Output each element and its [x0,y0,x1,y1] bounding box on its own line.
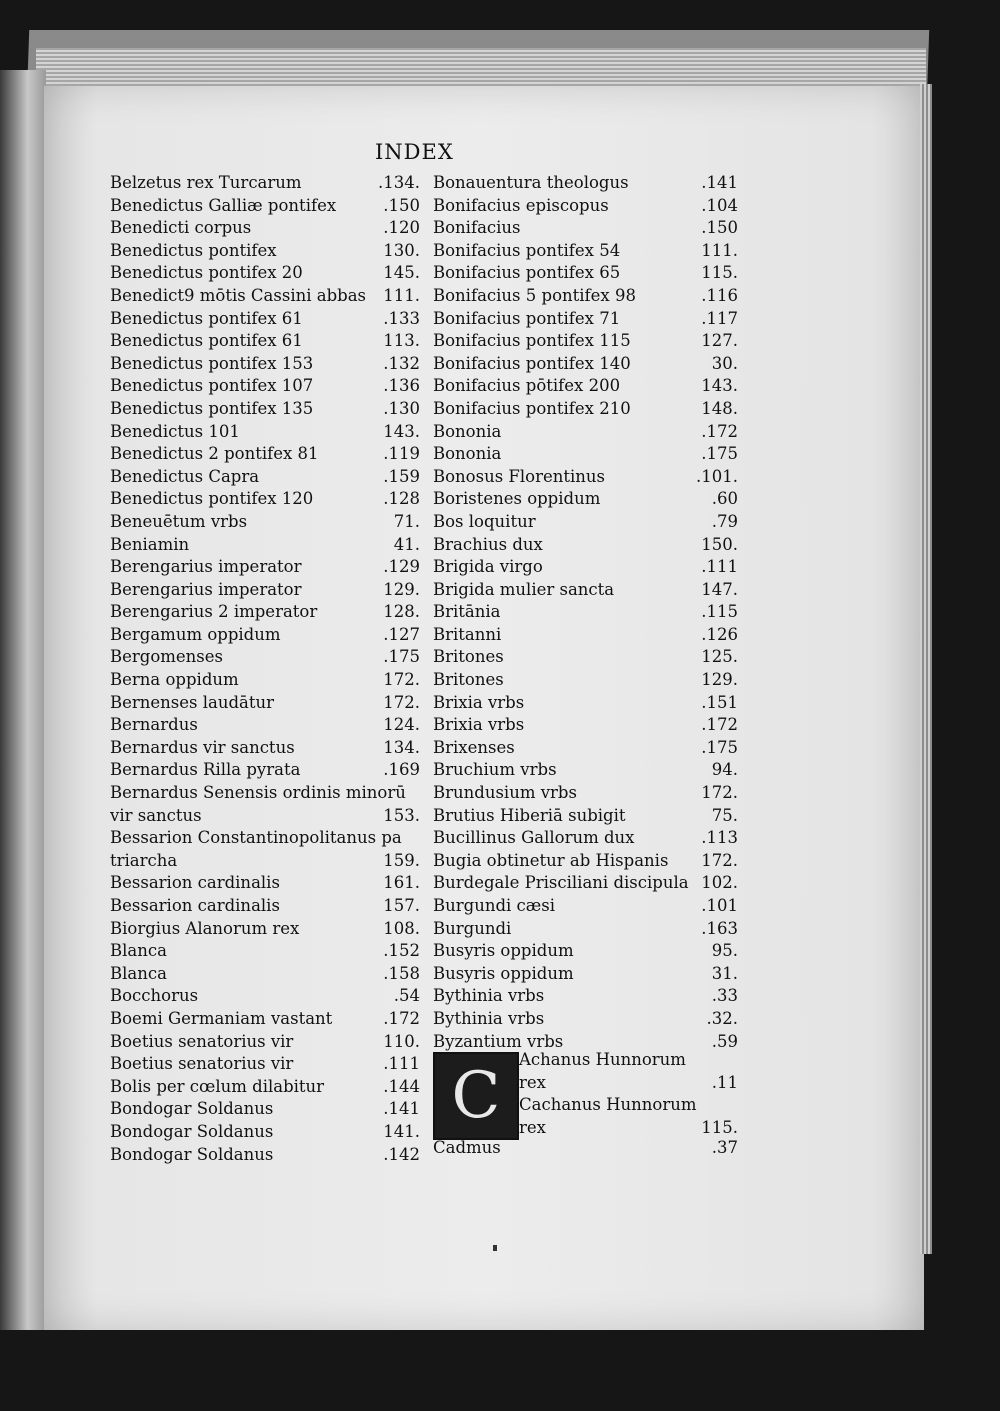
entry-page-number: .150 [701,218,738,238]
entry-name: Benedictus pontifex 20 [110,263,303,283]
index-entry [110,1099,420,1122]
index-entry [110,670,420,693]
entry-page-number: .172 [383,1008,420,1028]
entry-name: Boemi Germaniam vastant [110,1008,333,1028]
entry-page-number: .79 [711,511,738,531]
entry-page-number: .144 [383,1076,420,1096]
entry-page-number: .158 [383,963,420,983]
index-entry [110,467,420,490]
entry-page-number: .132 [383,353,420,373]
entry-page-number: .129 [383,557,420,577]
entry-page-number: .151 [701,692,738,712]
index-entry [110,715,420,738]
entry-name: Bonifacius pontifex 65 [433,263,621,283]
index-entry [433,444,738,467]
after-initial-entries [433,1138,738,1161]
entry-name: Burgundi [433,918,512,938]
initial-entries [519,1050,738,1140]
entry-name: Bugia obtinetur ab Hispanis [433,850,669,870]
right-index-column [433,173,738,1054]
entry-name: Bessarion Constantinopolitanus pa [110,828,402,848]
entry-name: Belzetus rex Turcarum [110,173,302,192]
index-entry [110,512,420,535]
entry-name: Bonifacius pōtifex 200 [433,376,621,396]
index-entry [110,693,420,716]
entry-name: Bononia [433,421,502,441]
index-entry [433,806,738,829]
entry-page-number: .175 [701,444,738,464]
entry-name: Britones [433,670,504,690]
entry-page-number: .116 [701,285,738,305]
entry-page-number: 130. [383,240,420,260]
entry-page-number: .130 [383,398,420,418]
entry-name: Bernenses laudātur [110,692,275,712]
entry-page-number: 111. [701,240,738,260]
entry-name: Bergamum oppidum [110,624,281,644]
entry-page-number: .101 [701,896,738,915]
entry-page-number: .172 [701,421,738,441]
entry-page-number: 134. [383,737,420,757]
entry-page-number: 41. [393,534,420,554]
signature-mark [493,1245,497,1251]
entry-name: Bythinia vrbs [433,986,545,1006]
entry-name: Busyris oppidum [433,941,574,961]
index-entry [110,580,420,603]
index-entry [110,422,420,445]
entry-name: Bythinia vrbs [433,1008,545,1028]
index-entry [110,241,420,264]
entry-name: Bonifacius [433,218,521,238]
entry-name: Benedictus Capra [110,466,260,486]
index-entry [110,760,420,783]
entry-name: rex [519,1117,546,1137]
index-entry [433,851,738,874]
index-entry [433,241,738,264]
index-entry [110,738,420,761]
index-entry [110,444,420,467]
index-entry [110,354,420,377]
entry-name: Bonifacius pontifex 210 [433,398,631,418]
entry-name: Brixia vrbs [433,715,525,735]
entry-page-number: 148. [701,398,738,418]
decorated-initial-letter: C [451,1059,501,1133]
index-entry [433,783,738,806]
entry-name: Bernardus [110,715,198,735]
entry-page-number: .111 [383,1054,420,1074]
entry-name: Benedictus Galliæ pontifex [110,195,337,215]
index-entry [110,986,420,1009]
index-entry [433,896,738,919]
entry-page-number: .33 [711,986,738,1006]
index-entry [110,286,420,309]
index-entry [110,309,420,332]
entry-name: Benedictus pontifex 153 [110,353,314,373]
index-entry [110,783,420,806]
index-entry [433,218,738,241]
left-page-edge [0,70,46,1330]
index-entry [110,1145,420,1168]
entry-page-number: 141. [383,1121,420,1141]
index-entry [433,557,738,580]
index-entry [433,964,738,987]
entry-page-number: .150 [383,195,420,215]
index-entry [110,964,420,987]
entry-page-number: 30. [711,353,738,373]
entry-page-number: 108. [383,918,420,938]
entry-name: Cadmus [433,1138,501,1157]
index-entry [110,331,420,354]
entry-name: Benedictus pontifex 120 [110,489,314,509]
entry-name: Boetius senatorius vir [110,1031,294,1051]
index-entry [519,1073,738,1096]
entry-page-number: .175 [383,647,420,667]
entry-name: Britanni [433,624,502,644]
entry-page-number: .175 [701,737,738,757]
index-entry [110,1077,420,1100]
entry-name: Bernardus Senensis ordinis minorū [110,783,406,803]
index-entry [433,647,738,670]
entry-page-number: 128. [383,602,420,622]
index-entry [110,557,420,580]
entry-name: Benedictus pontifex 61 [110,308,303,328]
entry-page-number: 125. [701,647,738,667]
entry-name: Bruchium vrbs [433,760,557,780]
entry-page-number: 110. [383,1031,420,1051]
index-entry [433,173,738,196]
index-entry [110,873,420,896]
index-entry [433,1009,738,1032]
entry-page-number: 172. [383,692,420,712]
entry-name: Bonifacius pontifex 71 [433,308,621,328]
entry-name: Benedictus pontifex 107 [110,376,314,396]
index-entry [433,376,738,399]
entry-name: Brundusium vrbs [433,783,577,803]
index-entry [110,173,420,196]
entry-page-number: .59 [711,1031,738,1051]
entry-page-number: .117 [701,308,738,328]
entry-name: Bondogar Soldanus [110,1121,274,1141]
index-entry [433,512,738,535]
entry-name: Brigida virgo [433,557,543,577]
entry-page-number: .119 [383,444,420,464]
entry-name: Benedicti corpus [110,218,252,238]
entry-page-number: 71. [393,511,420,531]
entry-page-number: .141 [701,173,738,192]
entry-name: Bondogar Soldanus [110,1099,274,1119]
index-entry [110,218,420,241]
index-entry [433,422,738,445]
index-entry [110,625,420,648]
index-entry [433,760,738,783]
entry-name: Boristenes oppidum [433,489,601,509]
entry-page-number: 129. [701,670,738,690]
entry-name: Bononia [433,444,502,464]
entry-name: Brixia vrbs [433,692,525,712]
index-entry [433,873,738,896]
entry-name: Bonifacius pontifex 140 [433,353,631,373]
index-entry [519,1050,738,1073]
entry-page-number: 153. [383,805,420,825]
entry-name: Achanus Hunnorum [519,1050,686,1069]
entry-name: Bonifacius episcopus [433,195,609,215]
entry-page-number: .142 [383,1144,420,1164]
index-entry [519,1118,738,1141]
entry-name: Berengarius imperator [110,557,302,577]
entry-page-number: .11 [711,1072,738,1092]
entry-name: Britones [433,647,504,667]
entry-page-number: 102. [701,873,738,893]
entry-page-number: .111 [701,557,738,577]
index-entry [433,986,738,1009]
entry-page-number: .163 [701,918,738,938]
entry-page-number: .159 [383,466,420,486]
entry-page-number: .136 [383,376,420,396]
entry-name: Bonosus Florentinus [433,466,605,486]
index-entry [433,580,738,603]
entry-page-number: 31. [711,963,738,983]
entry-name: Bonifacius pontifex 54 [433,240,621,260]
entry-name: Brixenses [433,737,515,757]
entry-name: rex [519,1072,546,1092]
entry-name: Benedictus 2 pontifex 81 [110,444,319,464]
entry-page-number: 157. [383,896,420,915]
index-entry [433,286,738,309]
entry-page-number: .113 [701,828,738,848]
decorated-initial [433,1052,519,1140]
entry-page-number: 172. [701,850,738,870]
entry-page-number: .134. [378,173,420,192]
entry-name: Bondogar Soldanus [110,1144,274,1164]
index-entry [110,896,420,919]
entry-name: Bernardus Rilla pyrata [110,760,301,780]
entry-name: Burdegale Prisciliani discipula [433,873,689,893]
index-entry [433,693,738,716]
index-entry [110,399,420,422]
index-entry [110,263,420,286]
entry-name: Bonifacius 5 pontifex 98 [433,285,636,305]
entry-name: Bocchorus [110,986,199,1006]
index-entry [433,467,738,490]
entry-page-number: 143. [701,376,738,396]
index-entry [110,647,420,670]
entry-name: Burgundi cæsi [433,896,556,915]
index-entry [433,489,738,512]
entry-page-number: .115 [701,602,738,622]
entry-page-number: 161. [383,873,420,893]
entry-page-number: .127 [383,624,420,644]
index-entry [433,535,738,558]
index-entry [110,1032,420,1055]
entry-page-number: .141 [383,1099,420,1119]
entry-page-number: .54 [393,986,420,1006]
entry-page-number: 115. [701,263,738,283]
entry-name: Bergomenses [110,647,224,667]
entry-page-number: .37 [711,1138,738,1157]
page-title: INDEX [375,140,454,164]
entry-page-number: 172. [383,670,420,690]
entry-name: Bonifacius pontifex 115 [433,331,631,351]
entry-page-number: 113. [383,331,420,351]
entry-page-number: 150. [701,534,738,554]
entry-page-number: .152 [383,941,420,961]
entry-page-number: 124. [383,715,420,735]
entry-page-number: 75. [711,805,738,825]
entry-name: Bucillinus Gallorum dux [433,828,635,848]
index-entry [110,941,420,964]
entry-name: Berengarius 2 imperator [110,602,318,622]
entry-name: Benedictus pontifex [110,240,277,260]
entry-name: Byzantium vrbs [433,1031,564,1051]
entry-page-number: 111. [383,285,420,305]
index-entry [433,941,738,964]
index-entry [433,919,738,942]
right-page-edges [920,84,932,1254]
entry-page-number: 145. [383,263,420,283]
entry-page-number: 115. [701,1117,738,1137]
index-entry [110,196,420,219]
entry-name: Bos loquitur [433,511,536,531]
index-entry [110,806,420,829]
index-entry [433,1138,738,1161]
index-entry [110,919,420,942]
entry-page-number: .101. [696,466,738,486]
index-entry [110,851,420,874]
entry-name: Berna oppidum [110,670,239,690]
entry-page-number: .104 [701,195,738,215]
entry-page-number: .172 [701,715,738,735]
index-entry [433,331,738,354]
entry-page-number: .60 [711,489,738,509]
entry-page-number: 95. [711,941,738,961]
entry-name: Benedictus pontifex 135 [110,398,314,418]
entry-name: Bessarion cardinalis [110,873,280,893]
index-entry [110,535,420,558]
entry-name: Bernardus vir sanctus [110,737,295,757]
entry-page-number: .169 [383,760,420,780]
entry-page-number: .133 [383,308,420,328]
entry-page-number: 159. [383,850,420,870]
entry-name: Busyris oppidum [433,963,574,983]
entry-page-number: 127. [701,331,738,351]
entry-name: Bolis per cœlum dilabitur [110,1076,325,1096]
index-entry [110,1009,420,1032]
entry-name: Brutius Hiberiā subigit [433,805,626,825]
entry-name: Boetius senatorius vir [110,1054,294,1074]
entry-name: Blanca [110,963,167,983]
entry-name: Benedictus pontifex 61 [110,331,303,351]
entry-page-number: .120 [383,218,420,238]
index-entry [433,670,738,693]
entry-page-number: 94. [711,760,738,780]
entry-name: Brachius dux [433,534,543,554]
entry-page-number: 172. [701,783,738,803]
entry-name: Beneuētum vrbs [110,511,248,531]
entry-page-number: .128 [383,489,420,509]
index-entry [110,1122,420,1145]
entry-page-number: .32. [706,1008,738,1028]
entry-name: Berengarius imperator [110,579,302,599]
entry-name: Cachanus Hunnorum [519,1095,697,1115]
index-entry [433,625,738,648]
entry-name: Brigida mulier sancta [433,579,615,599]
index-entry [110,1054,420,1077]
index-entry [433,263,738,286]
entry-name: Bonauentura theologus [433,173,629,192]
index-entry [433,399,738,422]
index-entry [110,828,420,851]
entry-page-number: 147. [701,579,738,599]
index-entry [433,738,738,761]
entry-name: Benedict9 mōtis Cassini abbas [110,285,367,305]
entry-name: Bessarion cardinalis [110,896,280,915]
index-entry [433,602,738,625]
index-entry [433,196,738,219]
entry-name: Blanca [110,941,167,961]
index-entry [110,489,420,512]
entry-name: Beniamin [110,534,190,554]
entry-page-number: 143. [383,421,420,441]
index-entry [433,715,738,738]
entry-name: Britānia [433,602,501,622]
index-entry [433,309,738,332]
entry-name: Biorgius Alanorum rex [110,918,300,938]
index-entry [433,354,738,377]
entry-page-number: 129. [383,579,420,599]
entry-name: triarcha [110,850,178,870]
index-entry [433,828,738,851]
entry-page-number: .126 [701,624,738,644]
index-entry [110,376,420,399]
index-entry [110,602,420,625]
entry-name: Benedictus 101 [110,421,240,441]
entry-name: vir sanctus [110,805,202,825]
index-entry [519,1095,738,1118]
left-index-column [110,173,420,1167]
